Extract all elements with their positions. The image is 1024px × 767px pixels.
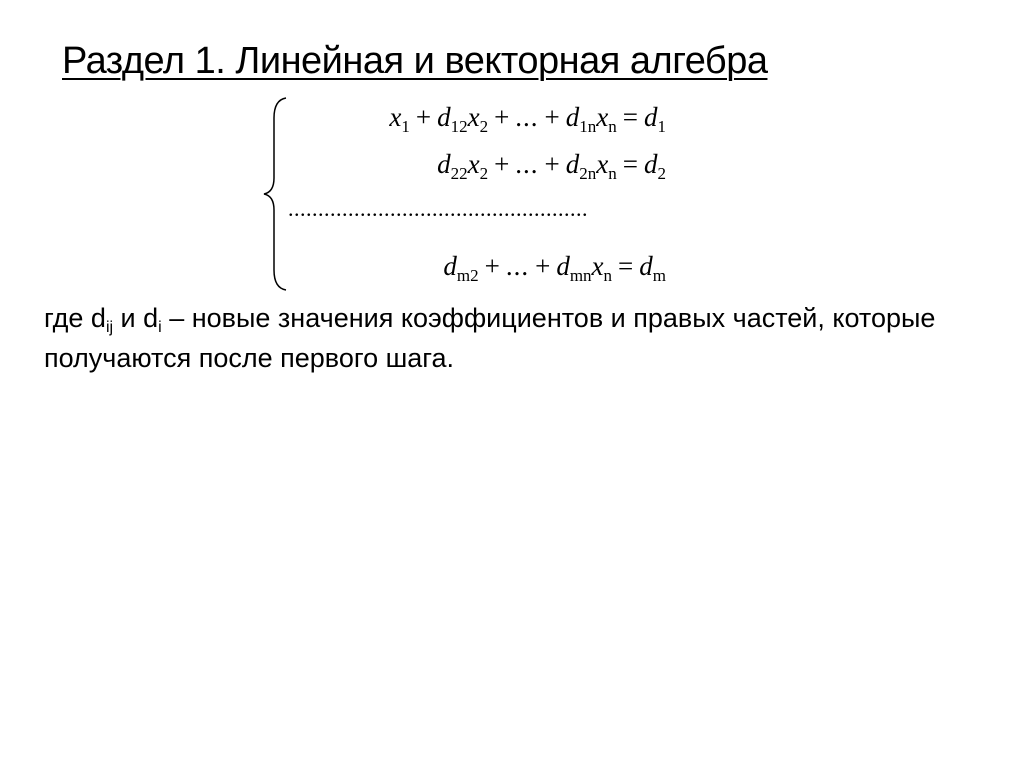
slide-title: Раздел 1. Линейная и векторная алгебра <box>62 40 768 82</box>
explanation-text: где $d_{ij}$ и $d_i$ – новые значения коэффициентов и правых частей, которые получаются после первого шага. <box>44 303 936 373</box>
equation-line-2: $d_{22}x_2$ + ... + $d_{2n}x_n = d_2$ <box>437 149 666 183</box>
left-brace <box>262 96 292 292</box>
equation-ellipsis-row: .................................................. <box>288 196 588 221</box>
equation-line-1: $x_1 + d_{12}x_2$ + ... + $d_{1n}x_n = d_1$ <box>389 102 666 136</box>
equation-line-m: $d_{m2}$ + ... + $d_{mn}x_n = d_m$ <box>443 251 666 285</box>
equation-system <box>262 96 682 292</box>
